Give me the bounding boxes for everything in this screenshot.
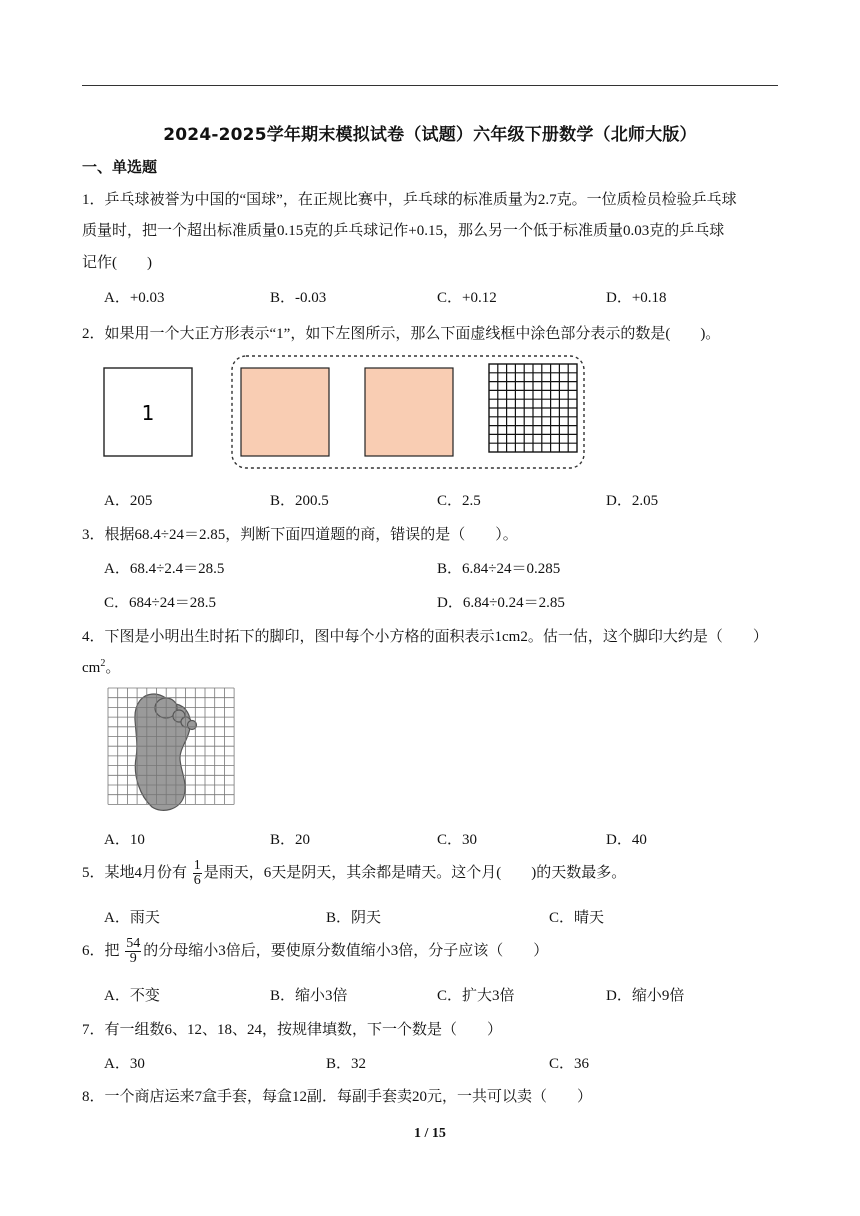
page-number: 1 / 15 <box>414 1126 446 1141</box>
q2-figure <box>100 352 600 474</box>
q6-text <box>82 937 548 966</box>
q5-text <box>82 859 626 888</box>
q2-option-d[interactable]: D．2.05 <box>606 493 659 509</box>
section-heading: 一、单选题 <box>82 158 158 176</box>
shaded-square-1 <box>241 368 329 456</box>
q4-line1: 4．下图是小明出生时拓下的脚印，图中每个小方格的面积表示1cm2。估一估，这个脚印大约是（ ） <box>82 629 768 645</box>
page-title: 2024-2025学年期末模拟试卷（试题）六年级下册数学（北师大版） <box>163 125 697 145</box>
q6-fraction <box>125 937 141 966</box>
q3-option-c[interactable]: C．684÷24＝28.5 <box>104 595 216 611</box>
q2-option-b[interactable]: B．200.5 <box>270 493 329 509</box>
q6-frac-num: 54 <box>126 936 141 951</box>
q1-line2: 质量时，把一个超出标准质量0.15克的乒乓球记作+0.15，那么另一个低于标准质量0.03克的乒乓球 <box>82 223 725 239</box>
q4-option-b[interactable]: B．20 <box>270 832 311 848</box>
q5-text-after: 是雨天，6天是阴天，其余都是晴天。这个月( )的天数最多。 <box>203 864 627 881</box>
q1-option-a[interactable]: A．+0.03 <box>104 290 165 306</box>
q1-line3: 记作( ) <box>82 255 152 271</box>
q1-line1: 1．乒乓球被誉为中国的“国球”，在正规比赛中，乒乓球的标准质量为2.7克。一位质检员检验乒乓球 <box>82 192 737 208</box>
q1-option-d[interactable]: D．+0.18 <box>606 290 667 306</box>
q4-line2 <box>82 656 120 677</box>
q4-option-c[interactable]: C．30 <box>437 832 478 848</box>
q5-frac-den: 6 <box>193 873 201 888</box>
q4-unit-end: 。 <box>105 660 121 676</box>
unit-square-label: 1 <box>141 401 155 425</box>
q5-option-b[interactable]: B．阴天 <box>326 910 382 926</box>
q4-option-a[interactable]: A．10 <box>104 832 145 848</box>
footprint-shape <box>135 694 197 810</box>
q6-option-a[interactable]: A．不变 <box>104 988 160 1004</box>
q3-text: 3．根据68.4÷24＝2.85，判断下面四道题的商，错误的是（ ）。 <box>82 527 518 543</box>
q6-frac-den: 9 <box>129 951 137 966</box>
q5-option-a[interactable]: A．雨天 <box>104 910 160 926</box>
q3-option-d[interactable]: D．6.84÷0.24＝2.85 <box>437 595 565 611</box>
q2-option-c[interactable]: C．2.5 <box>437 493 481 509</box>
q5-frac-num: 1 <box>193 858 201 873</box>
q3-option-a[interactable]: A．68.4÷2.4＝28.5 <box>104 561 225 577</box>
q4-option-d[interactable]: D．40 <box>606 832 647 848</box>
hundredths-grid <box>489 364 577 452</box>
q6-option-d[interactable]: D．缩小9倍 <box>606 988 685 1004</box>
q4-unit-base: cm <box>82 660 101 676</box>
q6-text-before: 6．把 <box>82 942 120 959</box>
q7-option-a[interactable]: A．30 <box>104 1056 145 1072</box>
shaded-square-2 <box>365 368 453 456</box>
q7-option-b[interactable]: B．32 <box>326 1056 367 1072</box>
q3-option-b[interactable]: B．6.84÷24＝0.285 <box>437 561 561 577</box>
q5-fraction <box>193 859 202 888</box>
q5-option-c[interactable]: C．晴天 <box>549 910 605 926</box>
header-rule <box>82 85 778 86</box>
q5-text-before: 5．某地4月份有 <box>82 864 188 881</box>
q7-option-c[interactable]: C．36 <box>549 1056 590 1072</box>
q2-option-a[interactable]: A．205 <box>104 493 153 509</box>
q8-text: 8．一个商店运来7盒手套，每盒12副．每副手套卖20元，一共可以卖（ ） <box>82 1089 593 1105</box>
q6-option-c[interactable]: C．扩大3倍 <box>437 988 515 1004</box>
q1-option-b[interactable]: B．-0.03 <box>270 290 327 306</box>
q4-footprint-figure <box>106 686 236 814</box>
q2-text: 2．如果用一个大正方形表示“1”，如下左图所示，那么下面虚线框中涂色部分表示的数是( )。 <box>82 326 721 342</box>
q1-option-c[interactable]: C．+0.12 <box>437 290 497 306</box>
q6-option-b[interactable]: B．缩小3倍 <box>270 988 348 1004</box>
q6-text-after: 的分母缩小3倍后，要使原分数值缩小3倍，分子应该（ ） <box>143 942 549 959</box>
q4-unit-exp: 2 <box>100 658 106 669</box>
q7-text: 7．有一组数6、12、18、24，按规律填数，下一个数是（ ） <box>82 1022 503 1038</box>
